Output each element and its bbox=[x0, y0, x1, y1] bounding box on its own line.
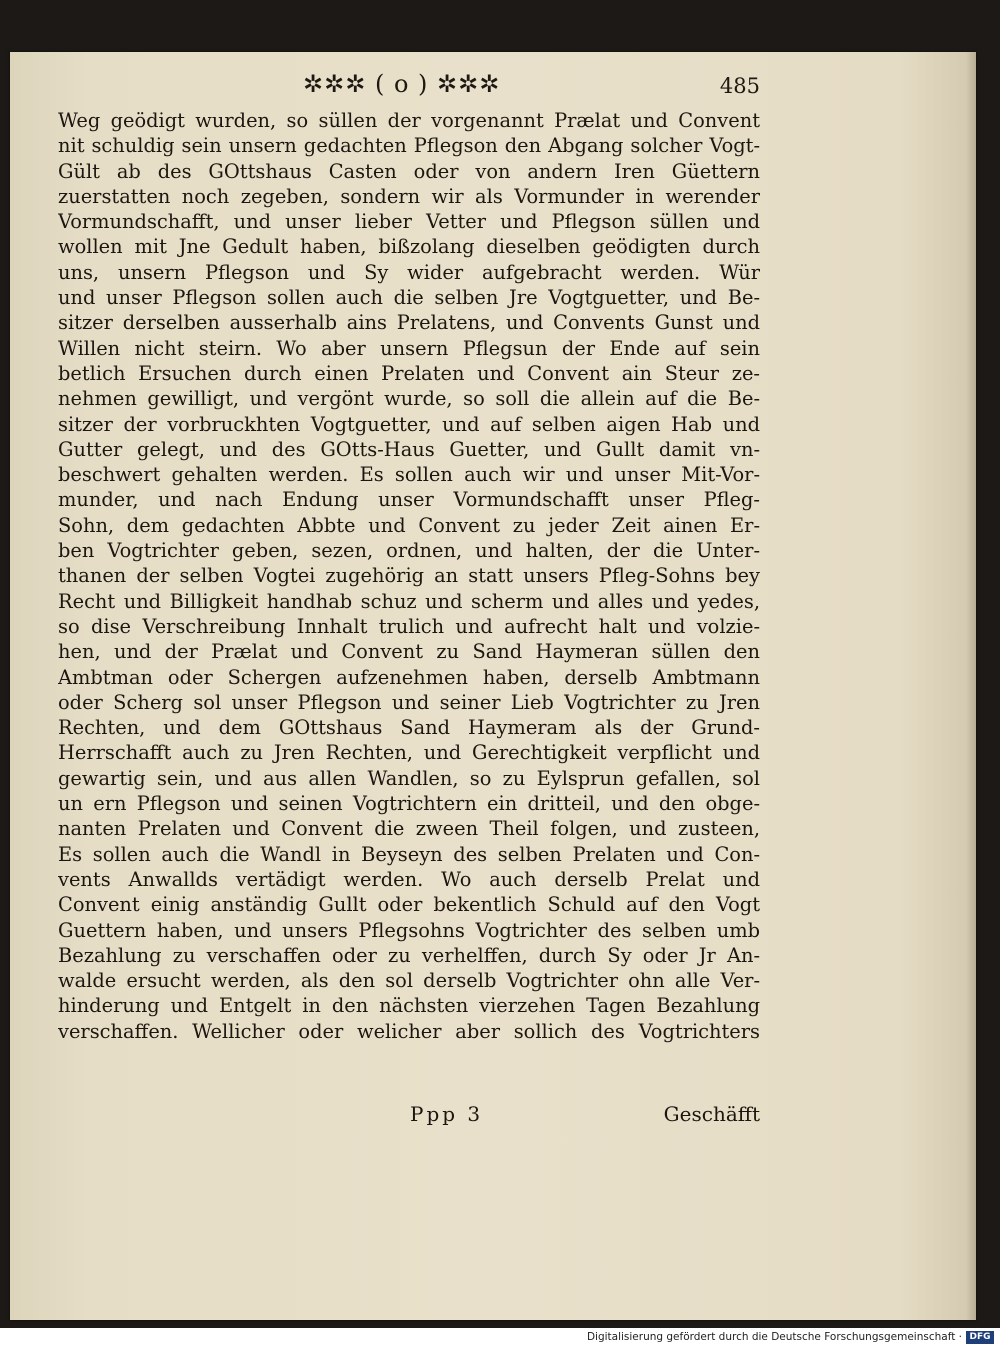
text-line: Willen nicht steirn. Wo aber unsern Pflegsun der Ende auf sein bbox=[58, 336, 760, 360]
text-line: Weg geödigt wurden, so süllen der vorgenannt Prælat und Convent bbox=[58, 109, 760, 132]
text-line: oder Scherg sol unser Pflegson und seiner Lieb Vogtrichter zu Jren bbox=[58, 690, 760, 714]
page-number: 485 bbox=[719, 74, 760, 98]
text-line: beschwert gehalten werden. Es sollen auch wir und unser Mit-Vor- bbox=[58, 463, 760, 487]
text-line: Rechten, und dem GOttshaus Sand Haymeram als der Grund- bbox=[58, 716, 760, 740]
text-line: betlich Ersuchen durch einen Prelaten und Convent ain Steur ze- bbox=[58, 361, 760, 385]
text-line: sitzer der vorbruckhten Vogtguetter, und auf selben aigen Hab und bbox=[58, 412, 760, 436]
text-line: Bezahlung zu verschaffen oder zu verhelffen, durch Sy oder Jr An- bbox=[58, 943, 760, 967]
text-line: Herrschafft auch zu Jren Rechten, und Gerechtigkeit verpflicht und bbox=[58, 741, 760, 765]
text-line: Gutter gelegt, und des GOtts-Haus Guetter, und Gullt damit vn- bbox=[58, 437, 760, 461]
credit-bar bbox=[0, 1328, 1000, 1347]
dfg-logo: DFG bbox=[966, 1331, 994, 1344]
text-line: Recht und Billigkeit handhab schuz und scherm und alles und yedes, bbox=[58, 589, 760, 613]
text-line: zuerstatten noch zegeben, sondern wir als Vormunder in werender bbox=[58, 184, 760, 208]
text-line: Guettern haben, und unsers Pflegsohns Vogtrichter des selben umb bbox=[58, 918, 760, 942]
text-line: ben Vogtrichter geben, sezen, ordnen, und halten, der die Unter- bbox=[58, 539, 760, 563]
text-line: un ern Pflegson und seinen Vogtrichtern ein dritteil, und den obge- bbox=[58, 792, 760, 816]
text-line: uns, unsern Pflegson und Sy wider aufgebracht werden. Wür bbox=[58, 260, 760, 284]
text-line: so dise Verschreibung Innhalt trulich und aufrecht halt und volzie- bbox=[58, 614, 760, 638]
text-line: sitzer derselben ausserhalb ains Prelatens, und Convents Gunst und bbox=[58, 311, 760, 335]
text-line: gewartig sein, und aus allen Wandlen, so zu Eylsprun gefallen, sol bbox=[58, 766, 760, 790]
text-line: und unser Pflegson sollen auch die selben Jre Vogtguetter, und Be- bbox=[58, 286, 760, 310]
text-line: walde ersucht werden, als den sol derselb Vogtrichter ohn alle Ver- bbox=[58, 969, 760, 993]
text-line: Es sollen auch die Wandl in Beyseyn des selben Prelaten und Con- bbox=[58, 842, 760, 866]
text-line: verschaffen. Wellicher oder welicher aber sollich des Vogtrichters bbox=[58, 1019, 760, 1043]
body-text bbox=[58, 108, 760, 1044]
text-line: wollen mit Jne Gedult haben, bißzolang dieselben geödigten durch bbox=[58, 235, 760, 259]
text-line: vents Anwallds vertädigt werden. Wo auch derselb Prelat und bbox=[58, 867, 760, 891]
text-line: hen, und der Prælat und Convent zu Sand Haymeran süllen den bbox=[58, 640, 760, 664]
page-footer bbox=[58, 1102, 760, 1132]
page-header bbox=[48, 70, 760, 100]
text-line: nanten Prelaten und Convent die zween Theil folgen, und zusteen, bbox=[58, 817, 760, 841]
text-line: nit schuldig sein unsern gedachten Pflegson den Abgang solcher Vogt- bbox=[58, 134, 760, 158]
signature-mark: Ppp 3 bbox=[410, 1102, 484, 1126]
text-line: Sohn, dem gedachten Abbte und Convent zu jeder Zeit ainen Er- bbox=[58, 513, 760, 537]
credit-text: Digitalisierung gefördert durch die Deutsche Forschungsgemeinschaft · bbox=[586, 1331, 962, 1343]
text-line: nehmen gewilligt, und vergönt wurde, so soll die allein auf die Be- bbox=[58, 387, 760, 411]
header-ornament: ✲✲✲ ( o ) ✲✲✲ bbox=[303, 70, 501, 98]
catchword: Geschäfft bbox=[663, 1102, 760, 1126]
text-line: Vormundschafft, und unser lieber Vetter und Pflegson süllen und bbox=[58, 210, 760, 234]
text-line: Ambtman oder Schergen aufzenehmen haben, derselb Ambtmann bbox=[58, 665, 760, 689]
text-line: thanen der selben Vogtei zugehörig an statt unsers Pfleg-Sohns bey bbox=[58, 564, 760, 588]
text-line: Gült ab des GOttshaus Casten oder von andern Iren Güettern bbox=[58, 159, 760, 183]
text-line: Convent einig anständig Gullt oder bekentlich Schuld auf den Vogt bbox=[58, 893, 760, 917]
text-line: hinderung und Entgelt in den nächsten vierzehen Tagen Bezahlung bbox=[58, 994, 760, 1018]
page-edge-shadow bbox=[966, 52, 976, 1320]
text-line: munder, und nach Endung unser Vormundschafft unser Pfleg- bbox=[58, 488, 760, 512]
